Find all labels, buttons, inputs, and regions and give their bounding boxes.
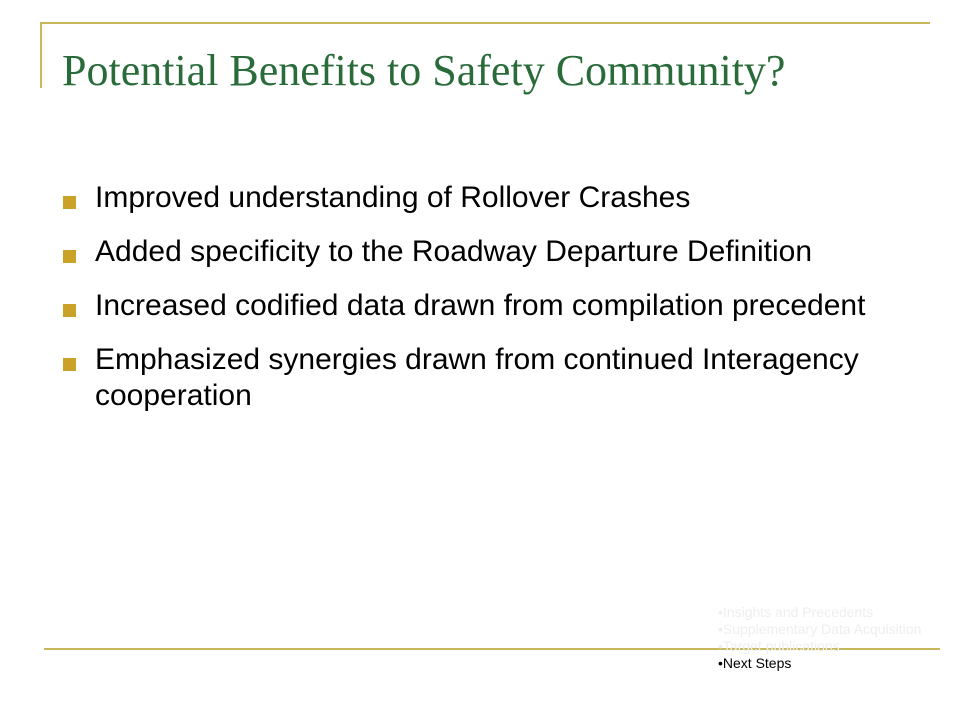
square-bullet-icon xyxy=(63,196,76,209)
bullet-text: Emphasized synergies drawn from continued Interagency cooperation xyxy=(95,343,859,412)
nav-item-next-steps[interactable]: •Next Steps xyxy=(718,655,792,671)
left-rule xyxy=(40,22,42,88)
bullet-item xyxy=(62,288,902,324)
square-bullet-icon xyxy=(63,304,76,317)
bullet-list xyxy=(62,180,902,432)
bullet-text: Added specificity to the Roadway Departure Definition xyxy=(95,235,813,268)
square-bullet-icon xyxy=(63,358,76,371)
bullet-text: Increased codified data drawn from compilation precedent xyxy=(95,289,866,322)
nav-item-supplementary-data[interactable]: •Supplementary Data Acquisition xyxy=(718,621,922,637)
bullet-item xyxy=(62,234,902,270)
bullet-item xyxy=(62,342,902,414)
nav-item-target-publications[interactable]: •Target publications xyxy=(718,638,840,654)
slide-title: Potential Benefits to Safety Community? xyxy=(62,46,786,95)
square-bullet-icon xyxy=(63,250,76,263)
bullet-text: Improved understanding of Rollover Crashes xyxy=(95,181,691,214)
top-rule xyxy=(40,22,930,24)
bullet-item xyxy=(62,180,902,216)
section-navigation xyxy=(718,604,948,672)
nav-item-insights[interactable]: •Insights and Precedents xyxy=(718,604,874,620)
